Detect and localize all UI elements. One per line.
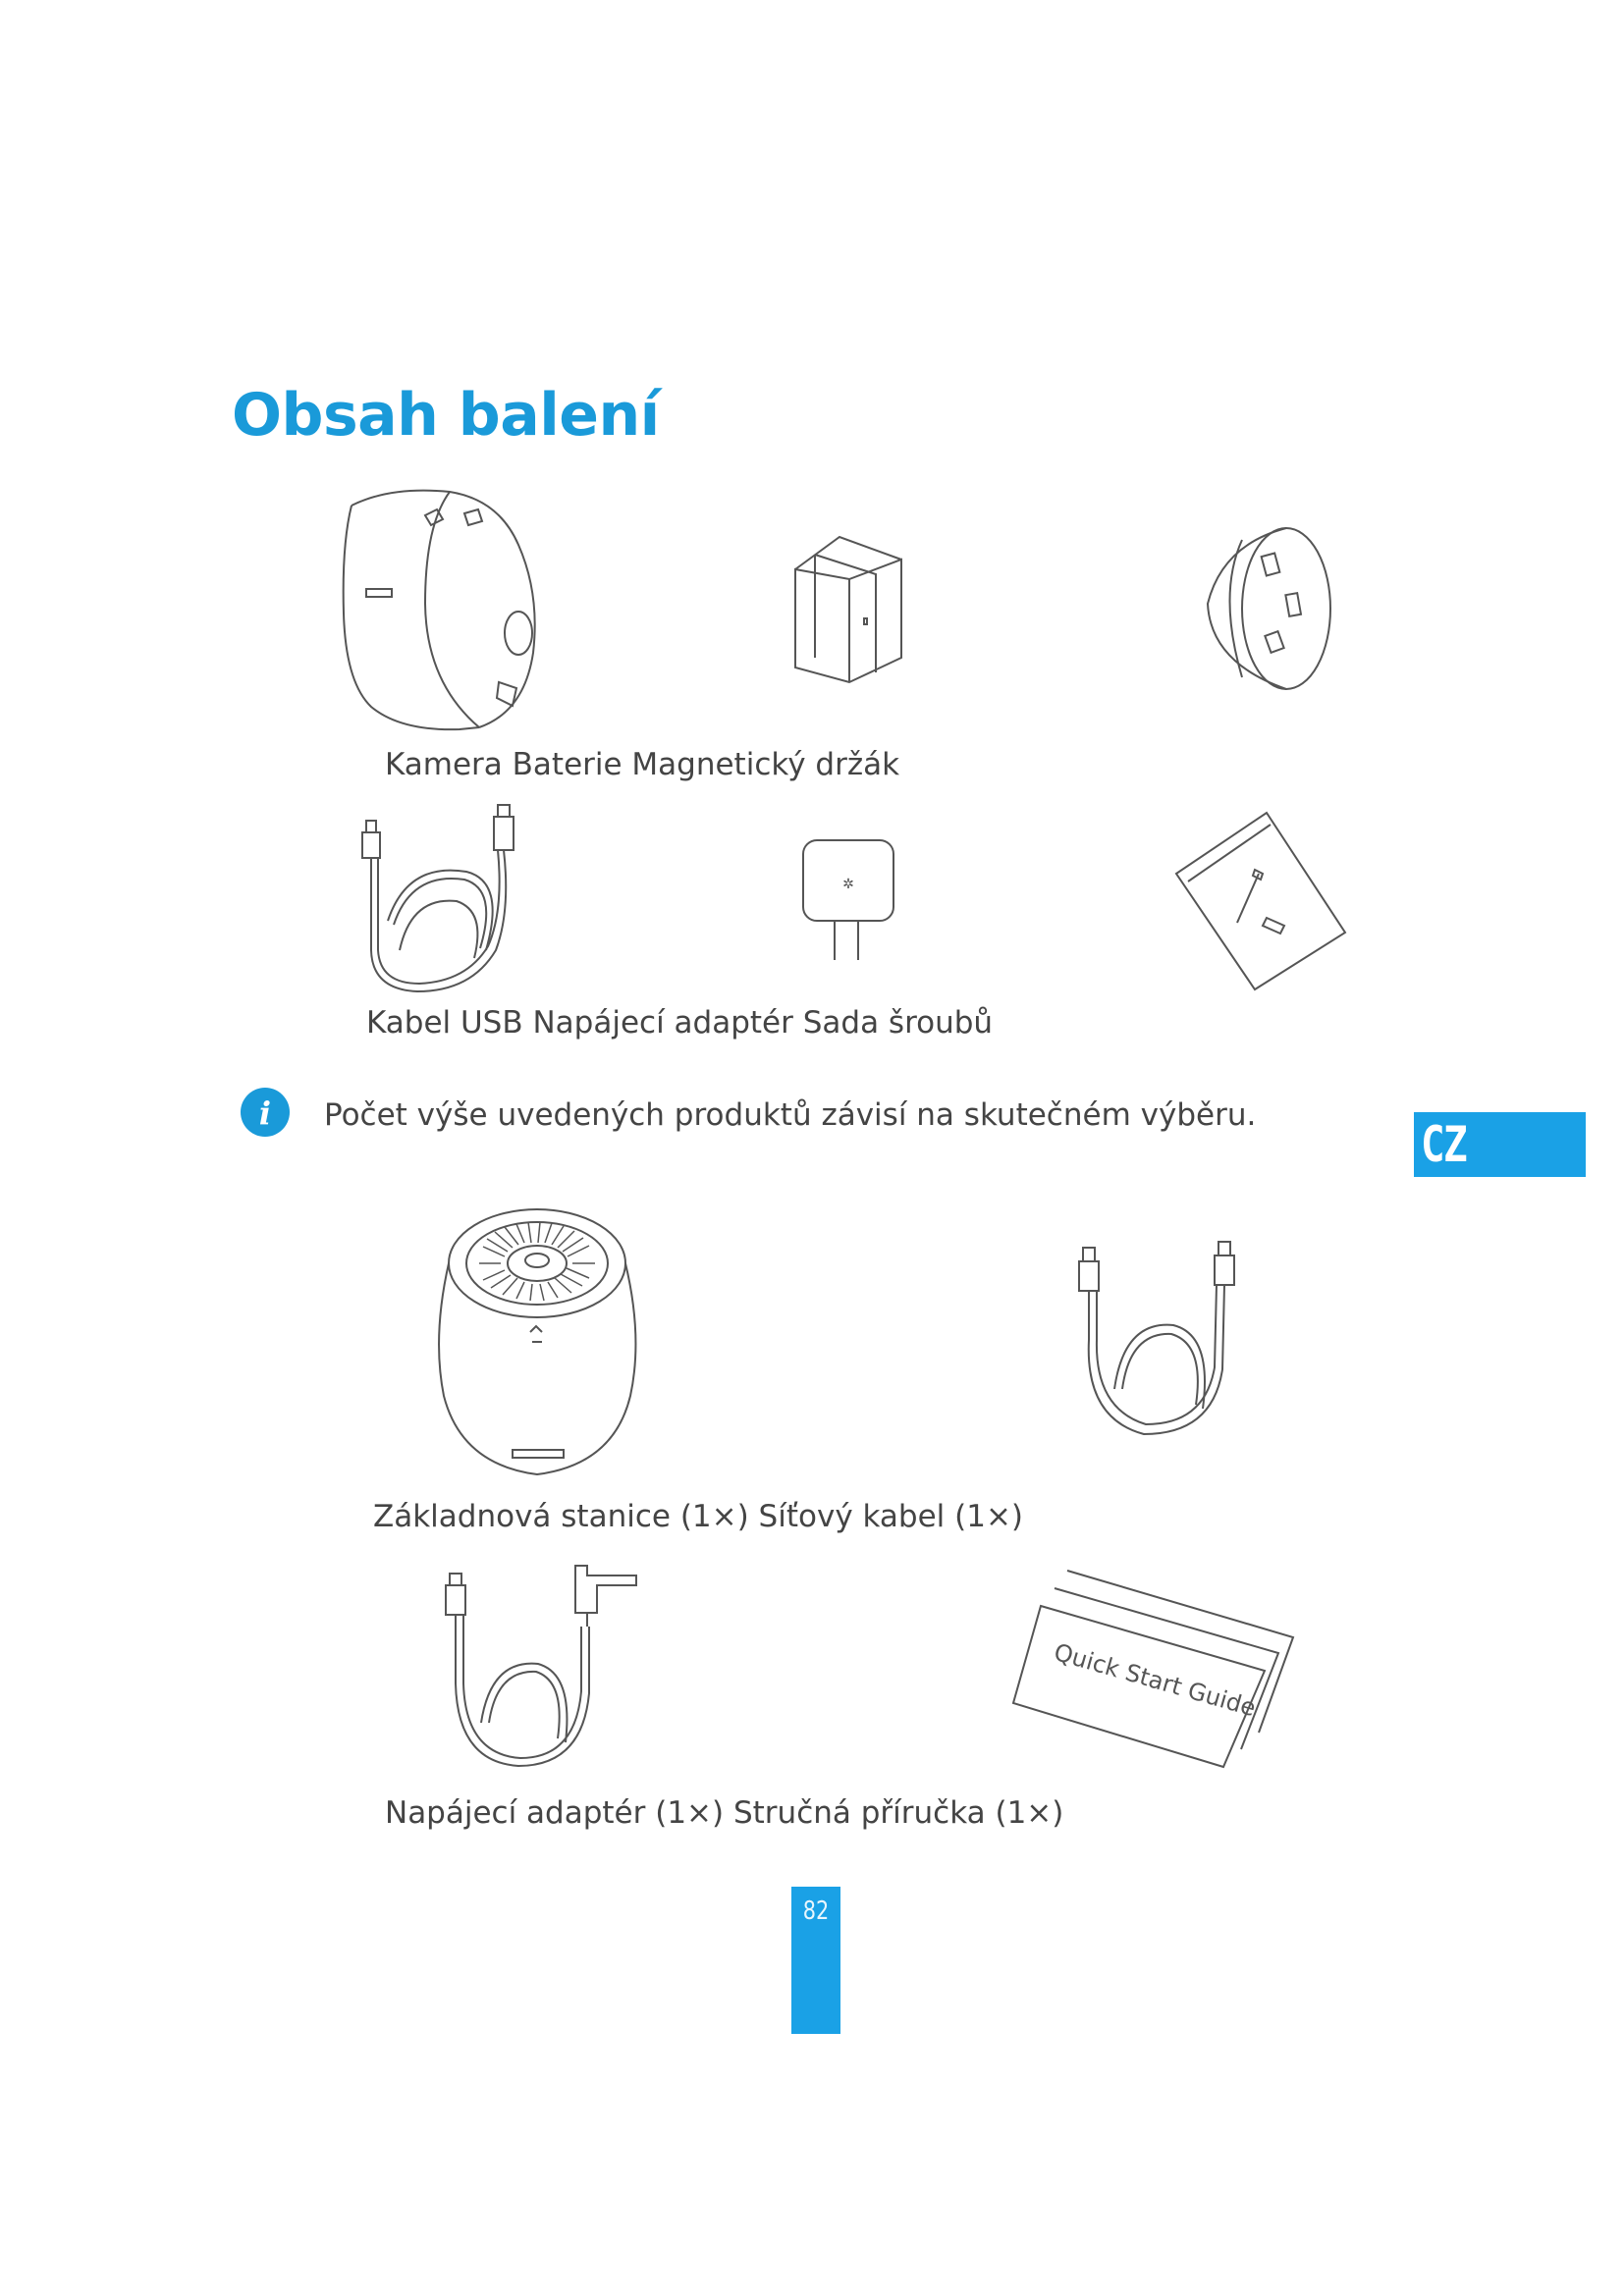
base-station-illustration — [422, 1200, 648, 1479]
row-3-caption: Základnová stanice (1×) Síťový kabel (1×) — [373, 1499, 1024, 1534]
info-icon — [240, 1087, 291, 1138]
quick-start-guide-illustration — [1013, 1561, 1308, 1777]
row-4-caption: Napájecí adaptér (1×) Stručná příručka (1×) — [385, 1795, 1064, 1831]
svg-text:✲: ✲ — [842, 877, 854, 892]
usb-cable-illustration — [349, 803, 525, 999]
power-adapter-illustration — [797, 834, 900, 967]
row-1-caption: Kamera Baterie Magnetický držák — [385, 747, 900, 782]
svg-text:i: i — [258, 1095, 272, 1132]
page-number-tab — [791, 1887, 840, 2034]
network-cable-illustration — [1065, 1242, 1247, 1448]
section-title: Obsah balení — [232, 381, 660, 450]
language-tab-label: CZ — [1421, 1116, 1467, 1173]
quick-start-guide-label: Quick Start Guide — [1051, 1637, 1260, 1723]
magnetic-mount-illustration — [1203, 525, 1340, 692]
camera-illustration — [332, 486, 548, 741]
battery-illustration — [785, 525, 913, 692]
screw-kit-illustration — [1168, 805, 1355, 991]
language-tab — [1414, 1112, 1586, 1177]
page-number: 82 — [802, 1896, 830, 1926]
availability-note: Počet výše uvedených produktů závisí na skutečném výběru. — [324, 1097, 1257, 1133]
power-adapter-cable-illustration — [440, 1566, 646, 1772]
row-2-caption: Kabel USB Napájecí adaptér Sada šroubů — [366, 1005, 994, 1041]
